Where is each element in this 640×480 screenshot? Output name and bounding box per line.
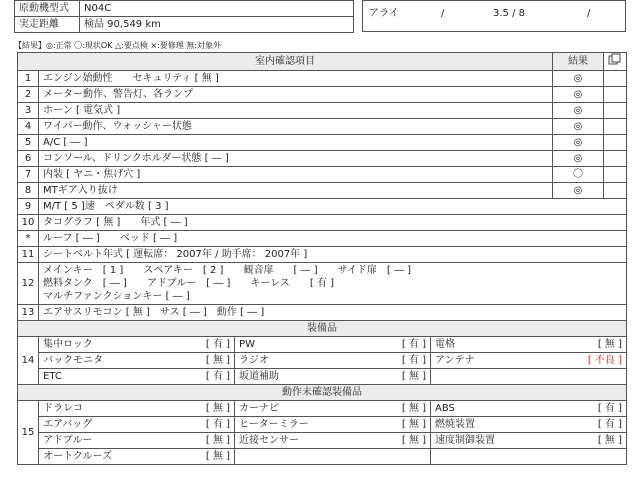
equip-value [558, 369, 627, 385]
section-num: 14 [18, 337, 39, 385]
equipment-row [18, 449, 627, 465]
equip-label: 燃焼装置 [431, 417, 558, 433]
checklist-row [18, 71, 627, 87]
equip-label [431, 449, 558, 465]
equip-label: カーナビ [235, 401, 362, 417]
row-label: メーター動作、警告灯、各ランプ [39, 87, 553, 103]
checklist-title: 室内確認項目 [18, 53, 553, 71]
row-label: エンジン始動性 セキュリティ [ 無 ] [39, 71, 553, 87]
tire-info-block [362, 0, 626, 32]
checklist-section [17, 52, 627, 465]
tire-value: 3.5 / 8 [493, 8, 525, 19]
mileage-label: 実走距離 [15, 17, 80, 33]
row-num: 2 [18, 87, 39, 103]
equip-value: [ 無 ] [558, 433, 627, 449]
row-result: ◎ [553, 103, 604, 119]
equip-label [235, 449, 362, 465]
equip-value: [ 有 ] [558, 417, 627, 433]
row-9 [18, 199, 627, 215]
row-num: 12 [18, 263, 39, 305]
equip-label: ラジオ [235, 353, 362, 369]
row-num: 5 [18, 135, 39, 151]
row-spacer [604, 71, 627, 87]
equip-value: [ 無 ] [166, 353, 235, 369]
row-spacer [604, 103, 627, 119]
checklist-row [18, 103, 627, 119]
checklist-row [18, 183, 627, 199]
row-num: 6 [18, 151, 39, 167]
row-num: 3 [18, 103, 39, 119]
tire-slash-2: / [587, 8, 591, 19]
equip-value [558, 449, 627, 465]
unverified-title: 動作未確認装備品 [18, 385, 627, 401]
tire-slash-1: / [441, 8, 445, 19]
equip-value: [ 不良 ] [558, 353, 627, 369]
equip-value: [ 無 ] [166, 449, 235, 465]
row-label: M/T [ 5 ]速 ペダル数 [ 3 ] [39, 199, 627, 215]
row-label: MTギア入り抜け [39, 183, 553, 199]
equipment-row [18, 369, 627, 385]
row-num: 4 [18, 119, 39, 135]
equip-label: 坂道補助 [235, 369, 362, 385]
equip-label: ヒーターミラー [235, 417, 362, 433]
row-13 [18, 305, 627, 321]
engine-model-label: 原動機型式 [15, 1, 80, 17]
equip-label: 近接センサー [235, 433, 362, 449]
equip-label: アンテナ [431, 353, 558, 369]
equip-value: [ 無 ] [558, 337, 627, 353]
row-label: タコグラフ [ 無 ] 年式 [ ― ] [39, 215, 627, 231]
checklist-row [18, 151, 627, 167]
equip-label: バックモニタ [39, 353, 166, 369]
row12-line-1: メインキー [ 1 ] スペアキー [ 2 ] 観音扉 [ ― ] サイド扉 [ ― ] [43, 265, 412, 276]
row-label: A/C [ ― ] [39, 135, 553, 151]
equip-label: オートクルーズ [39, 449, 166, 465]
checklist-row [18, 119, 627, 135]
equip-label: ABS [431, 401, 558, 417]
section-num: 15 [18, 401, 39, 465]
equip-value: [ 無 ] [362, 417, 431, 433]
row-label: ホーン [ 電気式 ] [39, 103, 553, 119]
equip-label: ドラレコ [39, 401, 166, 417]
equip-value: [ 有 ] [558, 401, 627, 417]
engine-model-value: N04C [80, 1, 354, 17]
equipment-row [18, 433, 627, 449]
row-result: ◎ [553, 87, 604, 103]
row-num: 11 [18, 247, 39, 263]
row-10 [18, 215, 627, 231]
row-num: * [18, 231, 39, 247]
equip-value: [ 有 ] [166, 369, 235, 385]
equipment-row [18, 417, 627, 433]
row-label: ルーフ [ ― ] ベッド [ ― ] [39, 231, 627, 247]
equipment-title: 装備品 [18, 321, 627, 337]
equipment-row [18, 401, 627, 417]
row-label: 内装 [ ヤニ・焦げ穴 ] [39, 167, 553, 183]
row-num: 13 [18, 305, 39, 321]
equip-label: PW [235, 337, 362, 353]
row-result: ◎ [553, 71, 604, 87]
result-header: 結果 [553, 53, 604, 71]
row12-line-3: マルチファンクションキー [ ― ] [43, 291, 190, 302]
row-label: コンソール、ドリンクホルダー状態 [ ― ] [39, 151, 553, 167]
equip-value [362, 449, 431, 465]
equip-value: [ 有 ] [166, 417, 235, 433]
equipment-row [18, 337, 627, 353]
row-spacer [604, 135, 627, 151]
row-spacer [604, 167, 627, 183]
row-result: ◎ [553, 151, 604, 167]
top-info-block [14, 0, 354, 33]
equip-value: [ 有 ] [362, 337, 431, 353]
row-spacer [604, 119, 627, 135]
row-num: 7 [18, 167, 39, 183]
row-result: ◎ [553, 183, 604, 199]
checklist-row [18, 167, 627, 183]
tire-label: アライ [369, 8, 399, 19]
equip-label: エアバッグ [39, 417, 166, 433]
row-spacer [604, 151, 627, 167]
row-num: 1 [18, 71, 39, 87]
checklist-row [18, 87, 627, 103]
equipment-row [18, 353, 627, 369]
copy-button[interactable] [604, 53, 627, 71]
row-num: 10 [18, 215, 39, 231]
row-spacer [604, 183, 627, 199]
row-num: 9 [18, 199, 39, 215]
unverified-table [17, 384, 627, 465]
equip-label: 電格 [431, 337, 558, 353]
equip-value: [ 無 ] [362, 433, 431, 449]
row-label: エアサスリモコン [ 無 ] サス [ ― ] 動作 [ ― ] [39, 305, 627, 321]
equip-label: 集中ロック [39, 337, 166, 353]
row-11 [18, 247, 627, 263]
result-legend: 【結果】◎:正常 〇:現状OK △:要点検 ×:要修理 無:対象外 [14, 41, 222, 50]
equip-value: [ 無 ] [362, 401, 431, 417]
row-spacer [604, 87, 627, 103]
row-result: ◎ [553, 135, 604, 151]
copy-icon [608, 53, 622, 65]
row-roof [18, 231, 627, 247]
row-num: 8 [18, 183, 39, 199]
equip-label: 速度制御装置 [431, 433, 558, 449]
equip-label [431, 369, 558, 385]
mileage-value: 検品 90,549 km [80, 17, 354, 33]
equip-value: [ 無 ] [362, 369, 431, 385]
equip-value: [ 無 ] [166, 401, 235, 417]
equip-label: アドブルー [39, 433, 166, 449]
equipment-table [17, 320, 627, 385]
equip-value: [ 有 ] [362, 353, 431, 369]
equip-label: ETC [39, 369, 166, 385]
equip-value: [ 無 ] [166, 433, 235, 449]
row-result: ◎ [553, 119, 604, 135]
equip-value: [ 有 ] [166, 337, 235, 353]
checklist-row [18, 135, 627, 151]
row12-line-2: 燃料タンク [ ― ] アドブルー [ ― ] キーレス [ 有 ] [43, 278, 335, 289]
row-12 [18, 263, 627, 305]
row-label: シートベルト年式 [ 運転席： 2007年 / 助手席： 2007年 ] [39, 247, 627, 263]
row-label: ワイパー動作、ウォッシャー状態 [39, 119, 553, 135]
row-result: 〇 [553, 167, 604, 183]
